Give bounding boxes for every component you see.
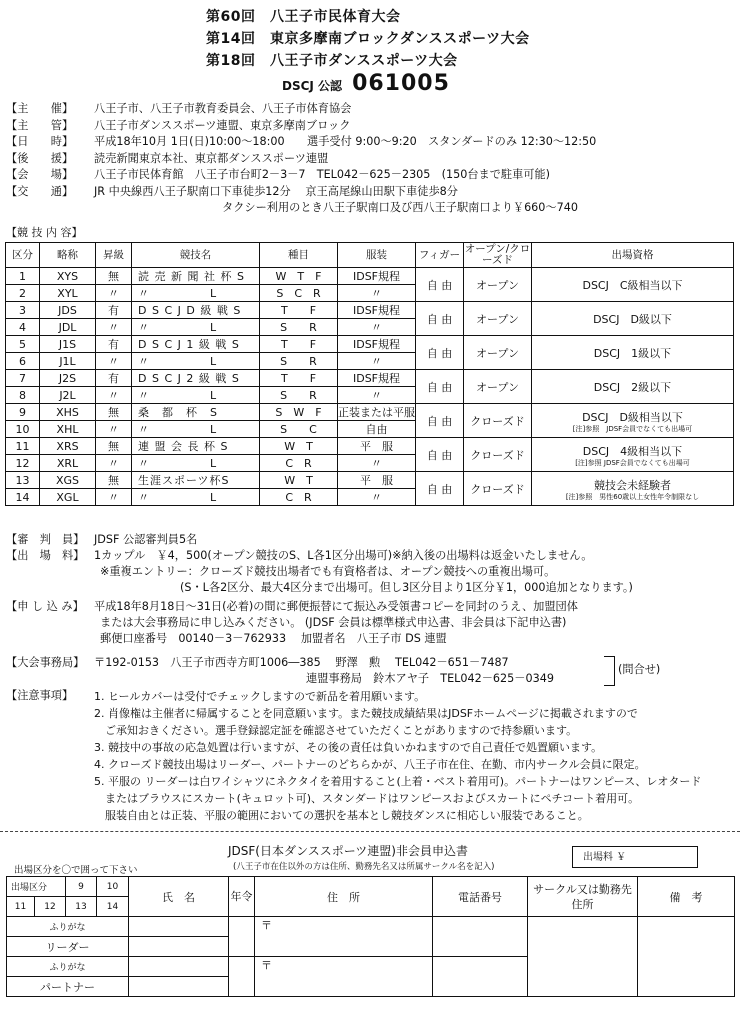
dscj-number: 061005 [352, 71, 450, 96]
event-code: J1S [40, 336, 96, 353]
apply-value: 平成18年8月18日～31日(必着)の間に郵便振替にて振込み受領書コピーを同封のうえ、加盟団体 [94, 600, 578, 613]
event-code: XGS [40, 472, 96, 489]
partner-age-field[interactable] [229, 957, 255, 997]
dances: W T F [260, 268, 338, 285]
row-number: 1 [6, 268, 40, 285]
event-name: 読 売 新 聞 社 杯 S [132, 268, 260, 285]
partner-name-field[interactable] [129, 977, 229, 997]
qualification [532, 336, 734, 370]
dances: C R [260, 489, 338, 506]
figure-rule: 自 由 [416, 438, 464, 472]
info-key [6, 200, 222, 217]
fee-line [6, 548, 592, 564]
judges-value: JDSF 公認審判員5名 [94, 533, 198, 546]
event-code: J2L [40, 387, 96, 404]
entry-label: 出場区分 [7, 877, 66, 897]
dress-code: IDSF規程 [338, 302, 416, 319]
promotion: 有 [96, 370, 132, 387]
event-code: XHL [40, 421, 96, 438]
event-name: 桑 都 杯 S [132, 404, 260, 421]
row-number: 7 [6, 370, 40, 387]
event-name: 〃 L [132, 319, 260, 336]
event-info [6, 101, 596, 217]
dances: W T [260, 438, 338, 455]
dress-code: 正装または平服 [338, 404, 416, 421]
info-value: 八王子市、八王子市教育委員会、八王子市体育協会 [94, 102, 352, 115]
qualification-text: DSCJ D級相当以下 [582, 410, 683, 424]
column-header: 競技名 [132, 243, 260, 268]
info-key: 【主 管】 [6, 118, 74, 132]
promotion: 有 [96, 302, 132, 319]
fee-value: 1カップル ￥4，500(オープン競技のS、L各1区分出場可)※納入後の出場料は返金いたしません。 [94, 549, 593, 562]
fee-key: 【出 場 料】 [6, 549, 85, 562]
partner-label: パートナー [7, 977, 129, 997]
form-instruction: 出場区分を〇で囲って下さい [14, 865, 138, 876]
row-number: 8 [6, 387, 40, 404]
leader-phone-field[interactable] [433, 917, 528, 957]
dress-code: IDSF規程 [338, 268, 416, 285]
promotion: 有 [96, 336, 132, 353]
row-number: 5 [6, 336, 40, 353]
column-address: 住 所 [255, 877, 433, 917]
judges-line [6, 532, 197, 548]
dances: S W F [260, 404, 338, 421]
dress-code: 平 服 [338, 472, 416, 489]
qualification-text: DSCJ 1級以下 [593, 346, 672, 360]
dress-code: 〃 [338, 455, 416, 472]
promotion: 〃 [96, 387, 132, 404]
dances: W T [260, 472, 338, 489]
event-name: 〃 L [132, 489, 260, 506]
event-code: XRS [40, 438, 96, 455]
promotion: 無 [96, 404, 132, 421]
info-value: JR 中央線西八王子駅南口下車徒歩12分 京王高尾線山田駅下車徒歩8分 [94, 184, 458, 198]
office-contact: 連盟事務局 鈴木アヤ子 TEL042－625－0349 [306, 672, 554, 685]
events-table [5, 242, 734, 506]
dances: S C [260, 421, 338, 438]
qualification [532, 472, 734, 506]
form-subtitle: (八王子市在住以外の方は住所、勤務先名又は所属サークル名を記入) [233, 862, 495, 872]
info-value: タクシー利用のとき八王子駅南口及び西八王子駅南口より￥660～740 [222, 201, 578, 214]
cut-line [0, 831, 740, 832]
apply-key: 【申 し 込 み】 [6, 600, 84, 613]
entry-option-13[interactable]: 13 [66, 897, 97, 917]
event-name: 〃 L [132, 353, 260, 370]
dscj-approval [282, 71, 450, 96]
dress-code: 〃 [338, 353, 416, 370]
notes-key: 【注意事項】 [6, 689, 74, 702]
promotion: 無 [96, 268, 132, 285]
row-number: 2 [6, 285, 40, 302]
row-number: 13 [6, 472, 40, 489]
row-number: 4 [6, 319, 40, 336]
promotion: 〃 [96, 353, 132, 370]
event-name: 連 盟 会 長 杯 S [132, 438, 260, 455]
dances: S R [260, 387, 338, 404]
event-code: XYL [40, 285, 96, 302]
bracket [604, 656, 615, 686]
dress-code: 〃 [338, 387, 416, 404]
fee-note: ※重複エントリー：クローズド競技出場者でも有資格者は、オープン競技への重複出場可。 [100, 565, 556, 578]
dscj-label: DSCJ 公認 [282, 79, 343, 93]
info-key: 【日 時】 [6, 135, 74, 148]
apply-line [6, 599, 578, 615]
dances: S R [260, 319, 338, 336]
info-value: 平成18年10月 1日(日)10:00～18:00 選手受付 9:00～9:20 スタンダードのみ 12:30～12:50 [94, 135, 597, 148]
partner-address-field[interactable]: 〒 [255, 957, 433, 997]
event-name: 〃 L [132, 387, 260, 404]
promotion: 〃 [96, 455, 132, 472]
qualification-text: 競技会未経験者 [594, 478, 671, 492]
leader-furigana-field[interactable] [129, 917, 229, 937]
title-line-2: 第14回 東京多摩南ブロックダンススポーツ大会 [206, 31, 530, 47]
note-item: ご承知おきください。選手登録認定証を確認させていただくことがありますので持参願います。 [94, 724, 578, 737]
title-line-3: 第18回 八王子市ダンススポーツ大会 [206, 53, 458, 69]
qualification-text: DSCJ 4級相当以下 [582, 444, 683, 458]
row-number: 10 [6, 421, 40, 438]
entry-option-14[interactable]: 14 [97, 897, 129, 917]
dress-code: IDSF規程 [338, 336, 416, 353]
note-item: またはブラウスにスカート(キュロット可)、スタンダードはワンピースおよびスカートにペチコート着用可。 [94, 792, 640, 805]
column-name: 氏 名 [129, 877, 229, 917]
leader-name-field[interactable] [129, 937, 229, 957]
leader-age-field[interactable] [229, 917, 255, 957]
column-phone: 電話番号 [433, 877, 528, 917]
table-row [6, 404, 734, 421]
dress-code: 〃 [338, 285, 416, 302]
open-closed: クローズド [464, 438, 532, 472]
qualification-note: [注]参照 JDSF会員でなくても出場可 [572, 424, 693, 433]
dances: T F [260, 370, 338, 387]
event-name: D S C J D 級 戦 S [132, 302, 260, 319]
info-key: 【主 催】 [6, 102, 74, 115]
qualification-note: [注]参照 JDSF会員でなくても出場可 [575, 458, 690, 467]
column-age: 年令 [229, 877, 255, 917]
table-row [6, 336, 734, 353]
dances: T F [260, 336, 338, 353]
column-header: 服装 [338, 243, 416, 268]
form-title: JDSF(日本ダンススポーツ連盟)非会員申込書 [228, 844, 468, 858]
row-number: 3 [6, 302, 40, 319]
info-value: 読売新聞東京本社、東京都ダンススポーツ連盟 [94, 151, 329, 165]
office-line [6, 655, 509, 671]
event-name: 〃 L [132, 455, 260, 472]
event-name: 生涯スポーツ杯S [132, 472, 260, 489]
dances: T F [260, 302, 338, 319]
event-code: XRL [40, 455, 96, 472]
promotion: 〃 [96, 421, 132, 438]
application-form [6, 876, 735, 997]
dances: S R [260, 353, 338, 370]
open-closed: オープン [464, 268, 532, 302]
judges-key: 【審 判 員】 [6, 533, 85, 546]
promotion: 〃 [96, 319, 132, 336]
note-item: 5. 平服の リーダーは白ワイシャツにネクタイを着用すること(上着・ベスト着用可)。パートナーはワンピース、レオタード [94, 775, 702, 788]
fee-note: (S・L各2区分、最大4区分まで出場可。但し3区分目より1区分￥1，000追加となります。) [180, 581, 633, 594]
inquiry-label: (問合せ) [618, 663, 661, 676]
open-closed: オープン [464, 336, 532, 370]
qualification-text: DSCJ D級以下 [593, 312, 672, 326]
table-row [6, 438, 734, 455]
qualification [532, 302, 734, 336]
table-header-row [6, 243, 734, 268]
circle-field[interactable] [528, 917, 638, 997]
column-header: 種目 [260, 243, 338, 268]
title-line-1: 第60回 八王子市民体育大会 [206, 9, 401, 25]
table-row [6, 472, 734, 489]
qualification-text: DSCJ 2級以下 [593, 380, 672, 394]
postal-account: 郵便口座番号 00140－3－762933 加盟者名 八王子市 DS 連盟 [100, 632, 447, 645]
info-key: 【会 場】 [6, 168, 74, 181]
event-code: J1L [40, 353, 96, 370]
open-closed: クローズド [464, 404, 532, 438]
figure-rule: 自 由 [416, 370, 464, 404]
promotion: 無 [96, 472, 132, 489]
qualification [532, 370, 734, 404]
entry-option-12[interactable]: 12 [35, 897, 66, 917]
row-number: 12 [6, 455, 40, 472]
apply-value: または大会事務局に申し込みください。 (JDSF 会員は標準様式申込書、非会員は下記申込書) [100, 616, 567, 629]
info-key: 【後 援】 [6, 151, 74, 165]
figure-rule: 自 由 [416, 336, 464, 370]
column-header: 区分 [6, 243, 40, 268]
info-key: 【交 通】 [6, 184, 74, 198]
dress-code: 〃 [338, 489, 416, 506]
event-name: D S C J 2 級 戦 S [132, 370, 260, 387]
furigana-label: ふりがな [7, 917, 129, 937]
furigana-label: ふりがな [7, 957, 129, 977]
entry-option-10[interactable]: 10 [97, 877, 129, 897]
qualification [532, 438, 734, 472]
figure-rule: 自 由 [416, 472, 464, 506]
column-header: 略称 [40, 243, 96, 268]
qualification-note: [注]参照 男性60歳以上女性年令制限なし [565, 492, 700, 501]
dress-code: 平 服 [338, 438, 416, 455]
note-item: 2. 肖像権は主催者に帰属することを同意願います。また競技成績結果はJDSFホームページに掲載されますので [94, 707, 638, 720]
note-item: 1. ヒールカバーは受付でチェックしますので新品を着用願います。 [94, 690, 426, 703]
dances: C R [260, 455, 338, 472]
event-code: JDS [40, 302, 96, 319]
promotion: 〃 [96, 285, 132, 302]
row-number: 14 [6, 489, 40, 506]
open-closed: オープン [464, 302, 532, 336]
qualification [532, 268, 734, 302]
event-code: XYS [40, 268, 96, 285]
figure-rule: 自 由 [416, 268, 464, 302]
entry-option-9[interactable]: 9 [66, 877, 97, 897]
open-closed: クローズド [464, 472, 532, 506]
events-label: 【競 技 内 容】 [6, 226, 83, 239]
office-address: 〒192-0153 八王子市西寺方町1006―385 野澤 勲 TEL042－651－7487 [94, 656, 509, 669]
note-item: 4. クローズド競技出場はリーダー、パートナーのどちらかが、八王子市在住、在勤、市内サークル会員に限定。 [94, 758, 646, 771]
promotion: 無 [96, 438, 132, 455]
note-item: 服装自由とは正装、平服の範囲においての選択を基本とし競技ダンスに相応しい服装であること。 [94, 809, 589, 822]
column-header: 昇級 [96, 243, 132, 268]
column-remarks: 備 考 [638, 877, 735, 917]
partner-phone-field[interactable] [433, 957, 528, 997]
info-value: 八王子市ダンススポーツ連盟、東京多摩南ブロック [94, 118, 351, 132]
dress-code: 〃 [338, 319, 416, 336]
table-row [6, 268, 734, 285]
row-number: 6 [6, 353, 40, 370]
dress-code: IDSF規程 [338, 370, 416, 387]
row-number: 11 [6, 438, 40, 455]
row-number: 9 [6, 404, 40, 421]
note-item: 3. 競技中の事故の応急処置は行いますが、その後の責任は負いかねますので自己責任で処置願います。 [94, 741, 603, 754]
table-row [6, 302, 734, 319]
event-name: 〃 L [132, 285, 260, 302]
office-key: 【大会事務局】 [6, 656, 85, 669]
remarks-field[interactable] [638, 917, 735, 997]
leader-address-field[interactable]: 〒 [255, 917, 433, 957]
entry-option-11[interactable]: 11 [7, 897, 35, 917]
table-row [6, 370, 734, 387]
column-circle: サークル又は勤務先住所 [528, 877, 638, 917]
event-name: D S C J 1 級 戦 S [132, 336, 260, 353]
open-closed: オープン [464, 370, 532, 404]
event-code: XHS [40, 404, 96, 421]
event-code: XGL [40, 489, 96, 506]
info-value: 八王子市民体育館 八王子市台町2－3－7 TEL042－625－2305 (150台まで駐車可能) [94, 168, 551, 181]
column-header: 出場資格 [532, 243, 734, 268]
column-header: フィガー [416, 243, 464, 268]
figure-rule: 自 由 [416, 302, 464, 336]
partner-furigana-field[interactable] [129, 957, 229, 977]
leader-label: リーダー [7, 937, 129, 957]
qualification [532, 404, 734, 438]
event-code: J2S [40, 370, 96, 387]
dress-code: 自由 [338, 421, 416, 438]
figure-rule: 自 由 [416, 404, 464, 438]
event-name: 〃 L [132, 421, 260, 438]
promotion: 〃 [96, 489, 132, 506]
fee-box[interactable]: 出場料 ￥ [572, 846, 698, 868]
qualification-text: DSCJ C級相当以下 [582, 278, 683, 292]
dances: S C R [260, 285, 338, 302]
event-code: JDL [40, 319, 96, 336]
notes-list [94, 688, 701, 824]
column-header: オープン/クローズド [464, 243, 531, 266]
